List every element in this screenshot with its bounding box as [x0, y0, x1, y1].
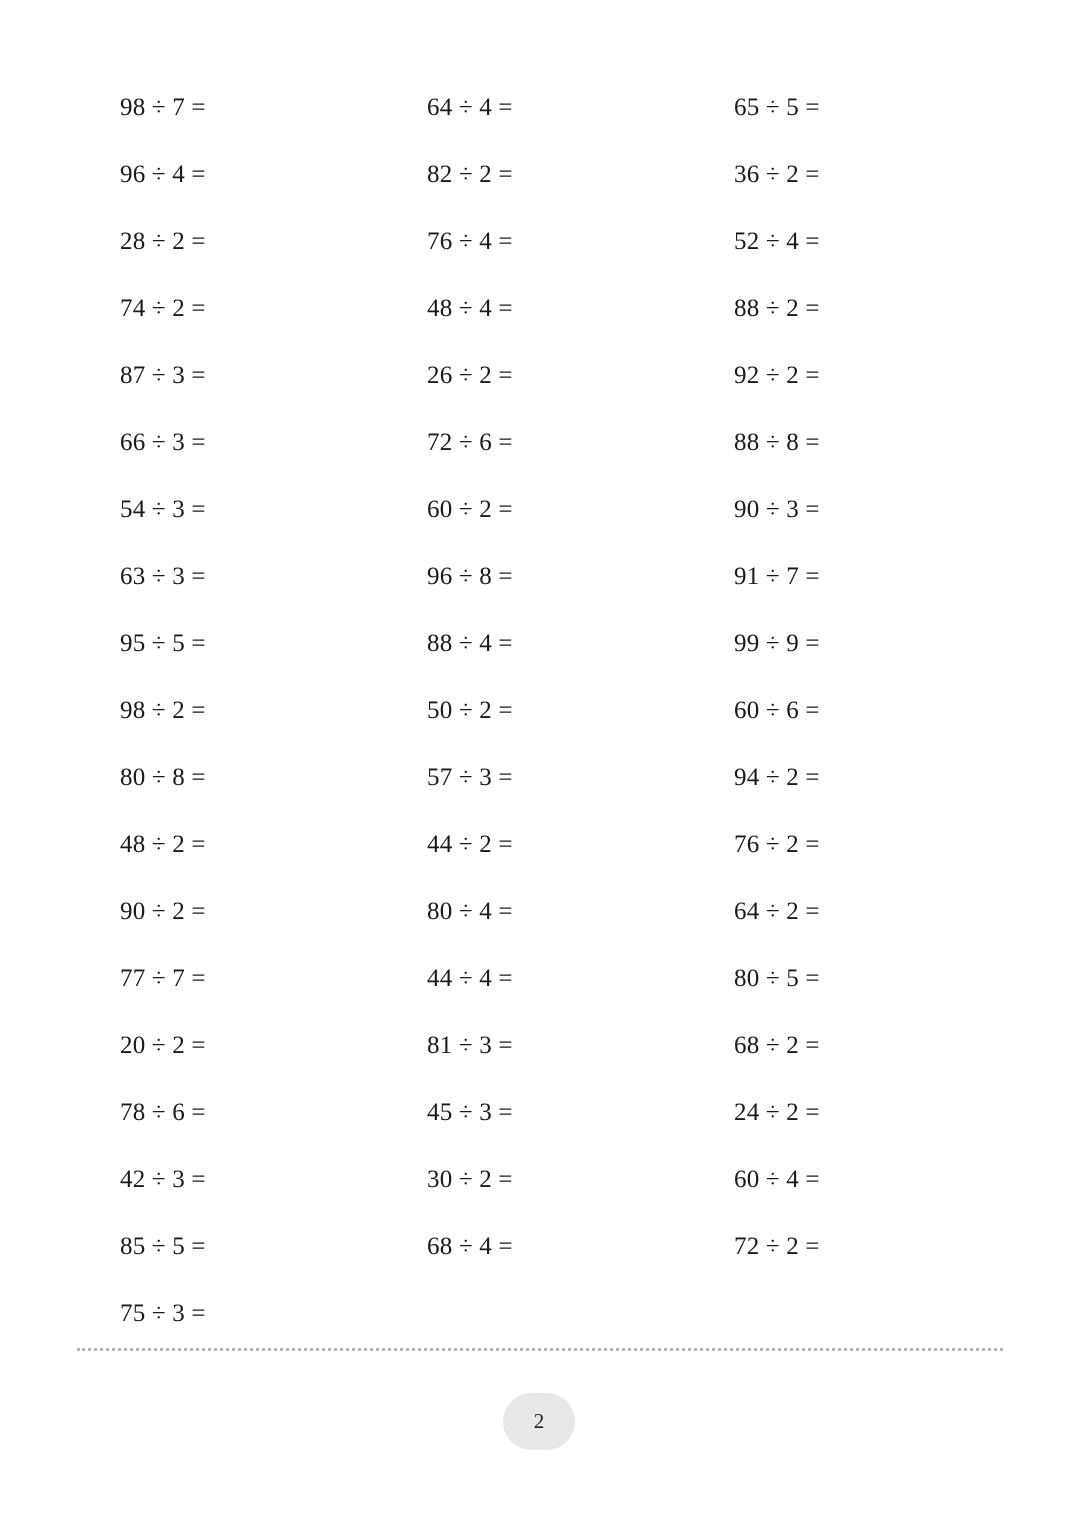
division-problem: 99 ÷ 9 = — [734, 630, 820, 657]
division-problem: 90 ÷ 2 = — [120, 898, 206, 925]
division-problem: 78 ÷ 6 = — [120, 1099, 206, 1126]
division-problem: 63 ÷ 3 = — [120, 563, 206, 590]
division-problem: 42 ÷ 3 = — [120, 1166, 206, 1193]
division-problem: 85 ÷ 5 = — [120, 1233, 206, 1260]
division-problem: 75 ÷ 3 = — [120, 1300, 206, 1327]
division-problem: 48 ÷ 2 = — [120, 831, 206, 858]
division-problem: 88 ÷ 8 = — [734, 429, 820, 456]
division-problem: 77 ÷ 7 = — [120, 965, 206, 992]
division-problem: 24 ÷ 2 = — [734, 1099, 820, 1126]
division-problem: 68 ÷ 4 = — [427, 1233, 513, 1260]
division-problem: 60 ÷ 6 = — [734, 697, 820, 724]
division-problem: 90 ÷ 3 = — [734, 496, 820, 523]
division-problem: 94 ÷ 2 = — [734, 764, 820, 791]
problem-grid — [120, 86, 1020, 1359]
division-problem: 95 ÷ 5 = — [120, 630, 206, 657]
division-problem: 50 ÷ 2 = — [427, 697, 513, 724]
division-problem: 45 ÷ 3 = — [427, 1099, 513, 1126]
division-problem: 91 ÷ 7 = — [734, 563, 820, 590]
division-problem: 68 ÷ 2 = — [734, 1032, 820, 1059]
page-number-badge: 2 — [503, 1393, 575, 1450]
division-problem: 54 ÷ 3 = — [120, 496, 206, 523]
division-problem: 44 ÷ 4 = — [427, 965, 513, 992]
division-problem: 26 ÷ 2 = — [427, 362, 513, 389]
division-problem: 36 ÷ 2 = — [734, 161, 820, 188]
division-problem: 64 ÷ 4 = — [427, 94, 513, 121]
division-problem: 88 ÷ 4 = — [427, 630, 513, 657]
division-problem: 60 ÷ 4 = — [734, 1166, 820, 1193]
division-problem: 81 ÷ 3 = — [427, 1032, 513, 1059]
division-problem: 98 ÷ 7 = — [120, 94, 206, 121]
division-problem: 74 ÷ 2 = — [120, 295, 206, 322]
division-problem: 30 ÷ 2 = — [427, 1166, 513, 1193]
division-problem: 96 ÷ 8 = — [427, 563, 513, 590]
division-problem: 66 ÷ 3 = — [120, 429, 206, 456]
division-problem: 87 ÷ 3 = — [120, 362, 206, 389]
division-problem: 92 ÷ 2 = — [734, 362, 820, 389]
division-problem: 80 ÷ 5 = — [734, 965, 820, 992]
dotted-divider — [77, 1348, 1003, 1351]
division-problem: 28 ÷ 2 = — [120, 228, 206, 255]
division-problem: 64 ÷ 2 = — [734, 898, 820, 925]
division-problem: 76 ÷ 4 = — [427, 228, 513, 255]
division-problem: 96 ÷ 4 = — [120, 161, 206, 188]
division-problem: 98 ÷ 2 = — [120, 697, 206, 724]
division-problem: 60 ÷ 2 = — [427, 496, 513, 523]
division-problem: 80 ÷ 8 = — [120, 764, 206, 791]
division-problem: 20 ÷ 2 = — [120, 1032, 206, 1059]
division-problem: 52 ÷ 4 = — [734, 228, 820, 255]
division-problem: 82 ÷ 2 = — [427, 161, 513, 188]
division-problem: 80 ÷ 4 = — [427, 898, 513, 925]
division-problem: 57 ÷ 3 = — [427, 764, 513, 791]
division-problem: 72 ÷ 2 = — [734, 1233, 820, 1260]
division-problem: 76 ÷ 2 = — [734, 831, 820, 858]
division-problem: 88 ÷ 2 = — [734, 295, 820, 322]
division-problem: 44 ÷ 2 = — [427, 831, 513, 858]
division-problem: 72 ÷ 6 = — [427, 429, 513, 456]
division-problem: 48 ÷ 4 = — [427, 295, 513, 322]
division-problem: 65 ÷ 5 = — [734, 94, 820, 121]
